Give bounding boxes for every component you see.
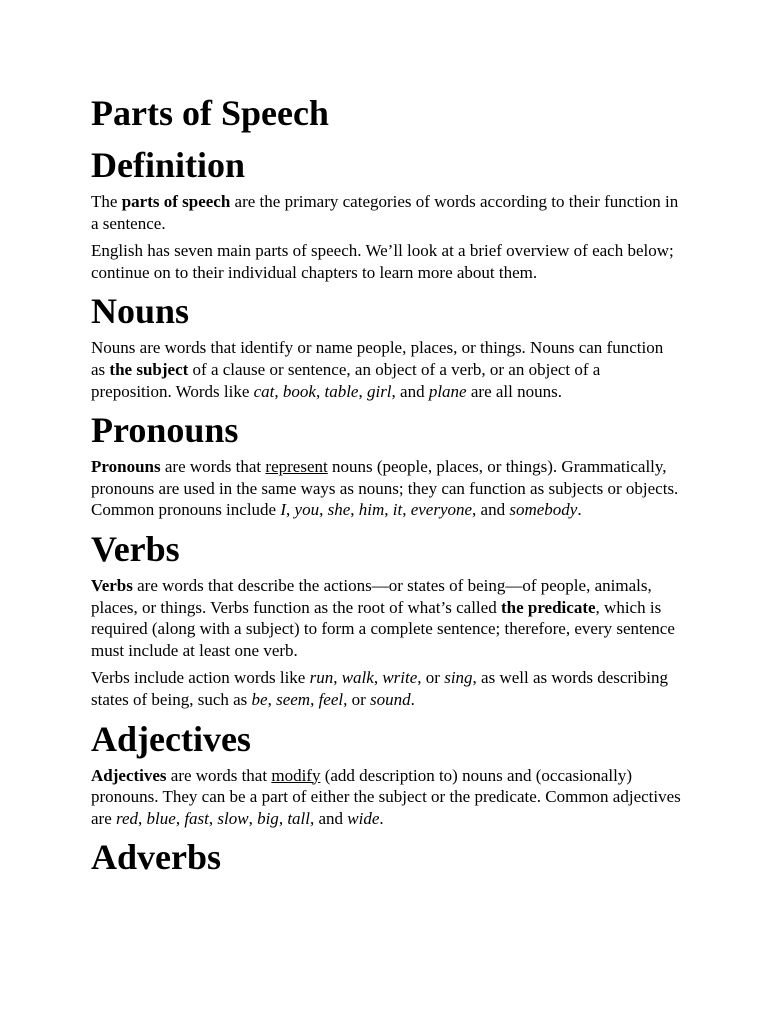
- section-definition: [91, 143, 681, 283]
- heading-definition: Definition: [91, 145, 246, 185]
- heading-verbs: Verbs: [91, 528, 180, 569]
- term-parts-of-speech: parts of speech: [121, 192, 231, 211]
- term-verbs: Verbs: [91, 575, 133, 595]
- adjectives-paragraph: Adjectives are words that modify (add description to) nouns and (occasionally) pronouns. They can be a part of either the subject or the predicate. Common adjectives are red, blue, fast, slow, big, tall, and wide.: [91, 765, 681, 828]
- section-adverbs: [91, 835, 681, 879]
- verbs-paragraph-2: Verbs include action words like run, walk, write, or sing, as well as words describing states of being, such as be, seem, feel, or sound.: [91, 668, 669, 709]
- pronouns-paragraph: Pronouns are words that represent nouns (people, places, or things). Grammatically, pronouns are used in the same ways as nouns; they can function as subjects or objects. Common pronouns include I, you, she, him, it, everyone, and somebody.: [91, 457, 679, 520]
- page-title: Parts of Speech: [91, 93, 329, 133]
- definition-paragraph-1: The parts of speech are the primary categories of words according to their function in a sentence.: [91, 192, 679, 233]
- link-represent[interactable]: represent: [265, 457, 328, 477]
- term-the-subject: the subject: [109, 359, 189, 379]
- section-verbs: [91, 527, 681, 711]
- heading-nouns: Nouns: [91, 291, 190, 332]
- section-pronouns: [91, 408, 681, 521]
- verbs-paragraph-1: Verbs are words that describe the actions—or states of being—of people, animals, places, or things. Verbs function as the root of what’s called the predicate, which is required (along with a subject) to form a complete sentence; therefore, every sentence must include at least one verb.: [91, 575, 675, 660]
- section-adjectives: [91, 717, 681, 830]
- term-pronouns: Pronouns: [91, 457, 161, 477]
- definition-paragraph-2: English has seven main parts of speech. We’ll look at a brief overview of each below; continue on to their individual chapters to learn more about them.: [91, 241, 674, 282]
- term-the-predicate: the predicate: [500, 597, 596, 617]
- heading-adjectives: Adjectives: [91, 718, 251, 759]
- heading-adverbs: Adverbs: [91, 837, 222, 878]
- nouns-paragraph: Nouns are words that identify or name people, places, or things. Nouns can function as the subject of a clause or sentence, an object of a verb, or an object of a preposition. Words like cat, book, table, girl, and plane are all nouns.: [91, 338, 664, 401]
- link-modify[interactable]: modify: [271, 765, 321, 785]
- section-nouns: [91, 289, 681, 402]
- heading-pronouns: Pronouns: [91, 410, 239, 451]
- document-page: [91, 91, 681, 885]
- term-adjectives: Adjectives: [91, 765, 167, 785]
